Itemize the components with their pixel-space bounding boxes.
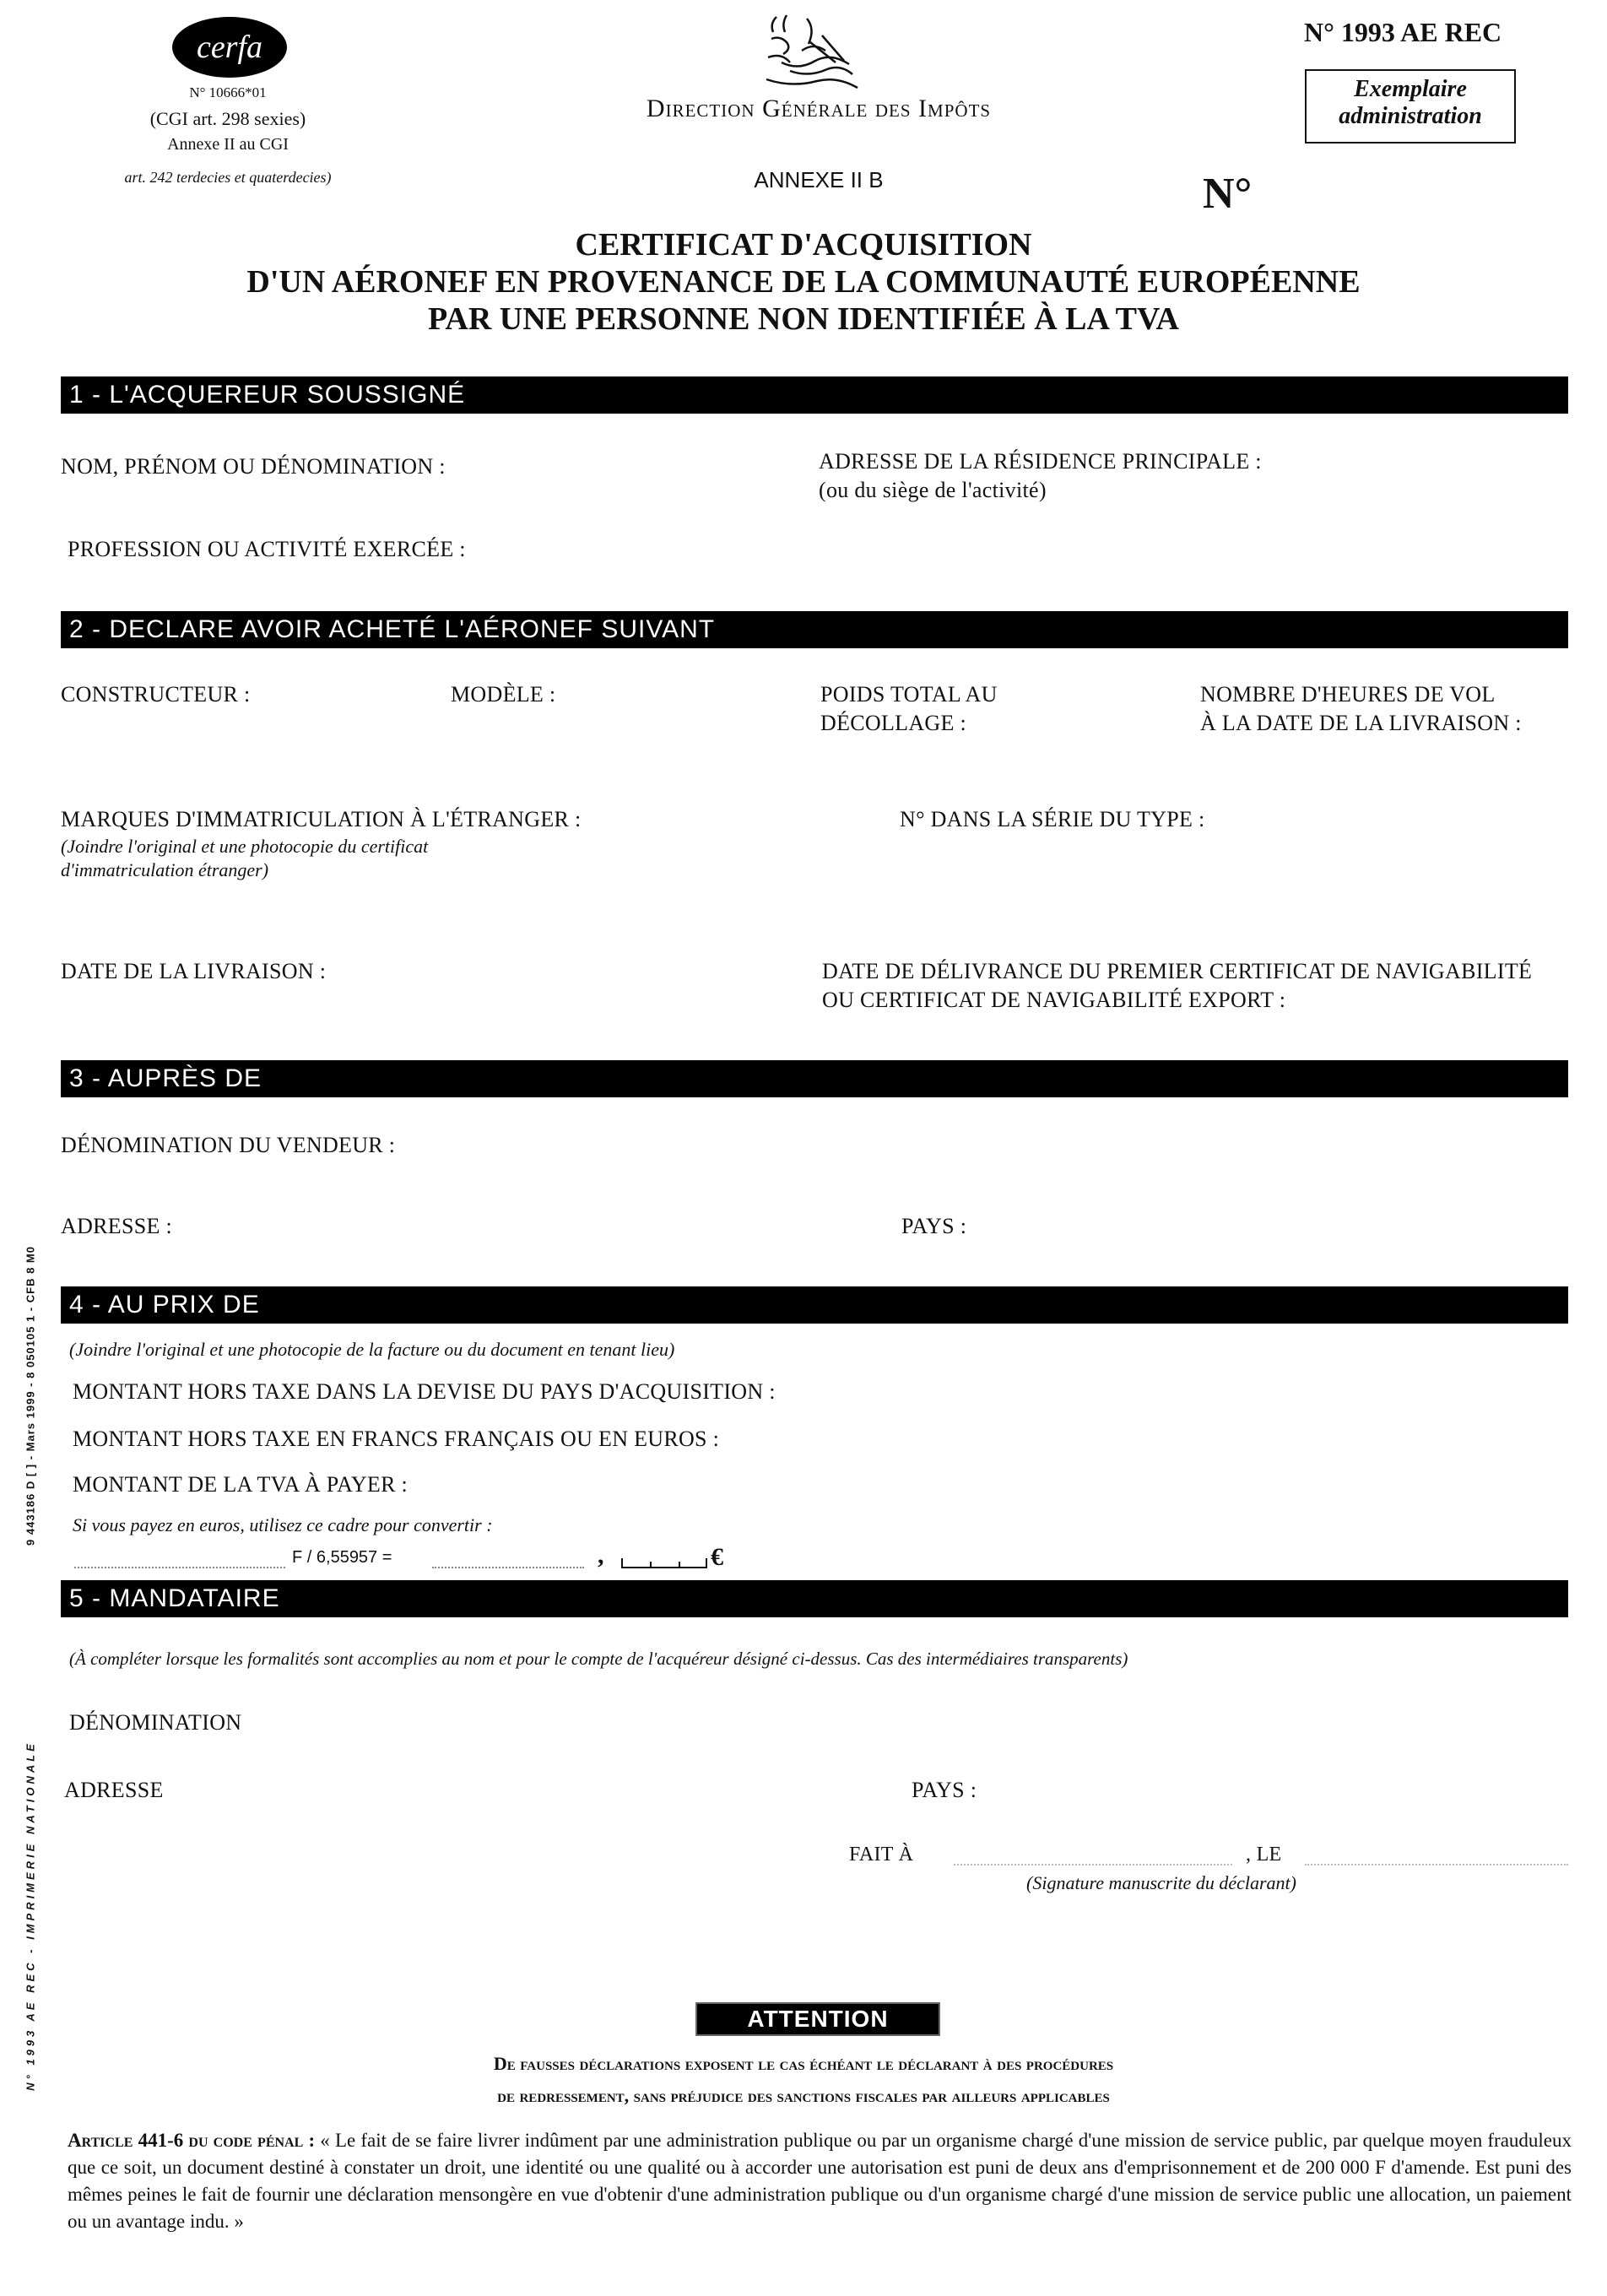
section3-header: [61, 1060, 1568, 1097]
weight-label-2: DÉCOLLAGE :: [820, 711, 966, 735]
section4-header: [61, 1286, 1568, 1324]
seller-country-label: PAYS :: [901, 1214, 967, 1238]
copy-box-line1: Exemplaire: [1354, 76, 1467, 102]
articles-reference: art. 242 terdecies et quaterdecies): [124, 169, 332, 186]
constructor-field[interactable]: [61, 711, 415, 761]
cerfa-number: N° 10666*01: [189, 84, 267, 100]
euro-conversion-note: Si vous payez en euros, utilisez ce cadre pour convertir :: [73, 1514, 493, 1535]
conversion-rate-text: F / 6,55957 =: [292, 1548, 392, 1567]
penal-code-paragraph: [68, 2127, 1572, 2235]
section1-header: [61, 376, 1568, 414]
print-reference: 9 443186 D [ ] - Mars 1999 - 8 050105 1 - CFB 8 M0: [24, 1246, 37, 1546]
section4-title: 4 - AU PRIX DE: [69, 1291, 260, 1319]
copy-box-line2: administration: [1339, 103, 1482, 129]
amount-francs-euros-label: MONTANT HORS TAXE EN FRANCS FRANÇAIS OU EN EUROS :: [73, 1427, 720, 1451]
cgi-reference: (CGI art. 298 sexies): [149, 108, 306, 129]
annex-title: ANNEXE II B: [754, 167, 884, 192]
airworthiness-label-2: OU CERTIFICAT DE NAVIGABILITÉ EXPORT :: [822, 988, 1286, 1012]
francs-input[interactable]: [74, 1567, 285, 1568]
serial-number-label: N° DANS LA SÉRIE DU TYPE :: [900, 807, 1205, 831]
constructor-label: CONSTRUCTEUR :: [61, 682, 251, 707]
form-title-line2: D'UN AÉRONEF EN PROVENANCE DE LA COMMUNAUTÉ EUROPÉENNE: [246, 264, 1361, 300]
buyer-name-label: NOM, PRÉNOM OU DÉNOMINATION :: [61, 454, 446, 479]
serial-number-field[interactable]: [900, 836, 1558, 878]
form-title-line1: CERTIFICAT D'ACQUISITION: [575, 227, 1032, 263]
flight-hours-field[interactable]: [1200, 739, 1563, 782]
attention-badge-text: ATTENTION: [747, 2006, 889, 2032]
section3-title: 3 - AUPRÈS DE: [69, 1064, 262, 1092]
registration-marks-field[interactable]: [61, 886, 820, 929]
model-field[interactable]: [451, 711, 788, 761]
amount-foreign-currency-field[interactable]: [785, 1374, 1561, 1408]
agent-name-field[interactable]: [253, 1705, 1561, 1739]
seller-country-field[interactable]: [979, 1209, 1561, 1243]
agent-country-label: PAYS :: [912, 1778, 977, 1802]
flight-hours-label-1: NOMBRE D'HEURES DE VOL: [1200, 682, 1496, 707]
copy-box: [1305, 69, 1516, 144]
registration-marks-note-2: d'immatriculation étranger): [61, 859, 269, 880]
weight-label-1: POIDS TOTAL AU: [820, 682, 998, 707]
section5-header: [61, 1580, 1568, 1617]
amount-foreign-currency-label: MONTANT HORS TAXE DANS LA DEVISE DU PAYS D'ACQUISITION :: [73, 1379, 776, 1404]
airworthiness-label-1: DATE DE DÉLIVRANCE DU PREMIER CERTIFICAT DE NAVIGABILITÉ: [822, 959, 1533, 983]
seller-address-field[interactable]: [177, 1209, 886, 1243]
agent-country-field[interactable]: [989, 1773, 1563, 1806]
invoice-note: (Joindre l'original et une photocopie de la facture ou du document en tenant lieu): [69, 1339, 675, 1360]
airworthiness-field[interactable]: [822, 1016, 1565, 1050]
warning-line2: de redressement, sans préjudice des sanctions fiscales par ailleurs applicables: [497, 2085, 1110, 2106]
date-label: , LE: [1246, 1844, 1282, 1866]
signature-field[interactable]: [928, 1899, 1561, 2001]
decimal-comma: ,: [598, 1541, 604, 1569]
form-number: N° 1993 AE REC: [1304, 17, 1502, 47]
registration-marks-note-1: (Joindre l'original et une photocopie du certificat: [61, 836, 429, 857]
cerfa-logo: [172, 17, 287, 78]
penal-code-article-label: Article 441-6 du code pénal :: [68, 2130, 316, 2151]
agent-note: (À compléter lorsque les formalités sont accomplies au nom et pour le compte de l'acquéreur désigné ci-dessus. Cas des intermédiaires transparents): [69, 1649, 1128, 1669]
euro-integer-input[interactable]: [432, 1567, 584, 1568]
agent-address-label: ADRESSE: [64, 1778, 164, 1802]
euro-cents-input[interactable]: [621, 1558, 707, 1568]
buyer-name-field[interactable]: [456, 449, 793, 483]
seller-name-label: DÉNOMINATION DU VENDEUR :: [61, 1133, 396, 1157]
delivery-date-label: DATE DE LA LIVRAISON :: [61, 959, 327, 983]
model-label: MODÈLE :: [451, 682, 556, 707]
buyer-address-label: ADRESSE DE LA RÉSIDENCE PRINCIPALE :: [819, 449, 1262, 474]
profession-label: PROFESSION OU ACTIVITÉ EXERCÉE :: [68, 537, 466, 561]
made-at-field[interactable]: [954, 1864, 1232, 1866]
printer-name: N° 1993 AE REC - IMPRIMERIE NATIONALE: [24, 1741, 37, 2091]
signature-label: (Signature manuscrite du déclarant): [1026, 1872, 1296, 1893]
euro-sign: €: [711, 1543, 723, 1571]
seller-address-label: ADRESSE :: [61, 1214, 173, 1238]
buyer-address-sublabel: (ou du siège de l'activité): [819, 478, 1047, 502]
penal-code-article-text: « Le fait de se faire livrer indûment par une administration publique ou par un organisme chargé d'une mission de service public, par quelque moyen frauduleux que ce soit, un document destiné à constater un droit, une identité ou une qualité ou à accorder une autorisation est puni de deux ans d'emprisonnement et de 200 000 F d'amende. Est puni des mêmes peines le fait de fournir une déclaration mensongère en vue d'obtenir d'une administration publique ou d'un organisme chargé d'une mission de service public une allocation, un paiement ou un avantage indu. »: [68, 2130, 1572, 2232]
profession-field[interactable]: [473, 532, 1561, 566]
vat-amount-label: MONTANT DE LA TVA À PAYER :: [73, 1472, 409, 1497]
agent-address-field[interactable]: [169, 1773, 895, 1806]
number-field-label: N°: [1203, 170, 1253, 218]
made-at-label: FAIT À: [849, 1844, 914, 1866]
attention-badge: [695, 2002, 940, 2036]
seller-name-field[interactable]: [405, 1128, 1561, 1162]
warning-line1: De fausses déclarations exposent le cas échéant le déclarant à des procédures: [493, 2053, 1114, 2074]
agency-name: Direction Générale des Impôts: [646, 95, 992, 122]
form-title-line3: PAR UNE PERSONNE NON IDENTIFIÉE À LA TVA: [428, 301, 1179, 337]
amount-francs-euros-field[interactable]: [743, 1421, 1561, 1455]
vat-amount-field[interactable]: [456, 1467, 1561, 1501]
section5-title: 5 - MANDATAIRE: [69, 1584, 280, 1612]
flight-hours-label-2: À LA DATE DE LA LIVRAISON :: [1200, 711, 1522, 735]
date-field[interactable]: [1305, 1864, 1568, 1866]
agent-name-label: DÉNOMINATION: [69, 1710, 242, 1735]
annex-reference: Annexe II au CGI: [167, 135, 289, 154]
registration-marks-label: MARQUES D'IMMATRICULATION À L'ÉTRANGER :: [61, 807, 582, 831]
weight-field[interactable]: [820, 739, 1175, 782]
cerfa-logo-text: cerfa: [196, 30, 263, 65]
delivery-date-field[interactable]: [61, 988, 804, 1030]
section1-title: 1 - L'ACQUEREUR SOUSSIGNÉ: [69, 381, 466, 409]
section2-header: [61, 611, 1568, 648]
dgi-emblem-icon: [751, 8, 869, 101]
buyer-address-field[interactable]: [1283, 444, 1561, 478]
section2-title: 2 - DECLARE AVOIR ACHETÉ L'AÉRONEF SUIVANT: [69, 615, 716, 643]
